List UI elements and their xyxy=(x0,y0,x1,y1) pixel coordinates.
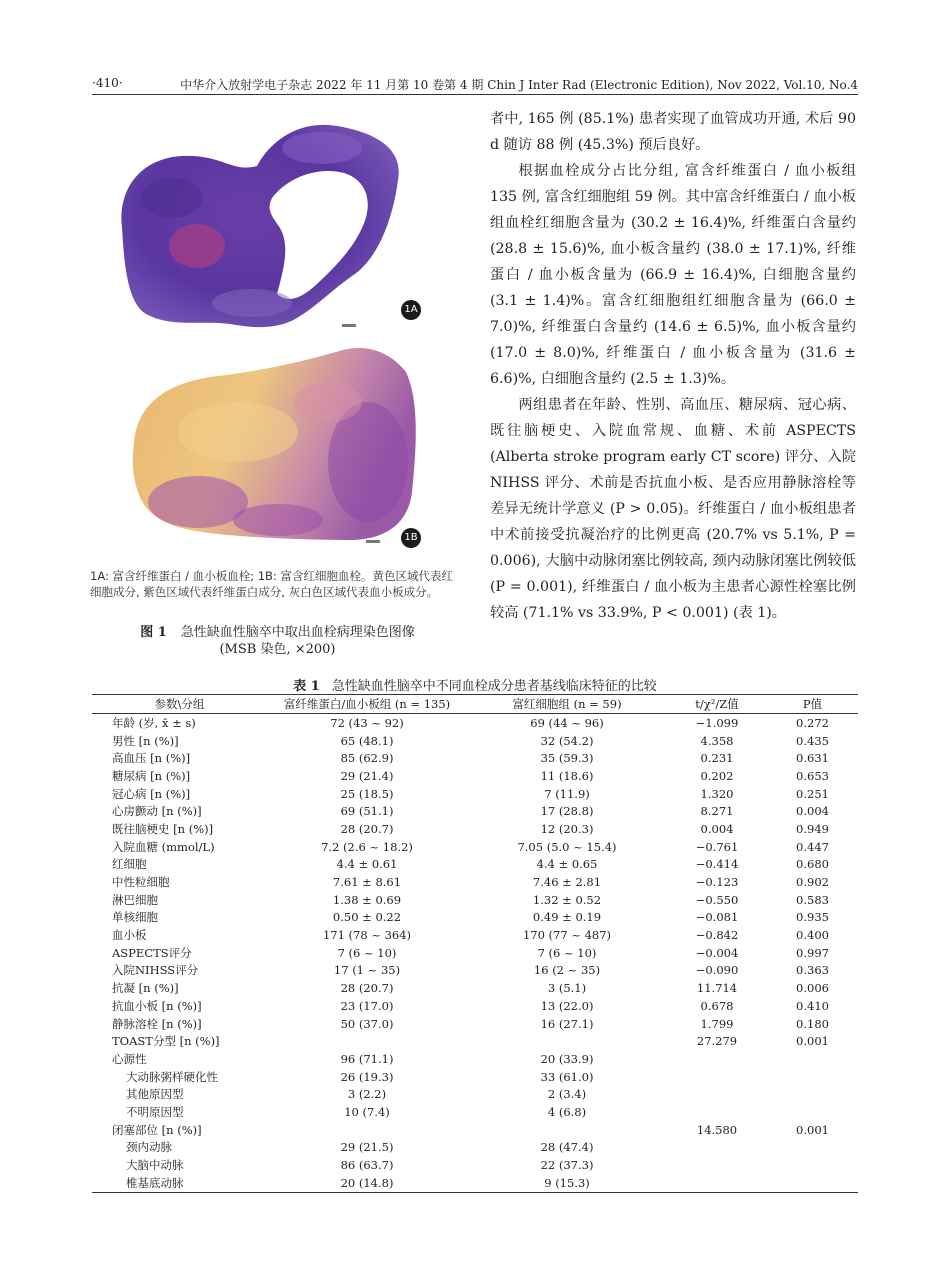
table-row xyxy=(92,1050,858,1068)
param-cell: 椎基底动脉 xyxy=(92,1174,267,1192)
group2-cell: 7 (6 ~ 10) xyxy=(537,945,597,960)
statistic-cell: −0.004 xyxy=(695,945,739,960)
statistic-cell: 0.231 xyxy=(700,751,734,766)
group2-cell: 32 (54.2) xyxy=(540,733,594,748)
statistic-cell: 11.714 xyxy=(696,981,738,996)
p-value-cell: 0.363 xyxy=(796,963,829,978)
group1-cell: 7 (6 ~ 10) xyxy=(337,945,397,960)
param-cell: 中性粒细胞 xyxy=(112,875,170,890)
table-row xyxy=(92,873,858,891)
table-row xyxy=(92,962,858,980)
journal-citation: 中华介入放射学电子杂志 2022 年 11 月第 10 卷第 4 期 Chin J Inter Rad (Electronic Edition), Nov 2022, Vol.10, No.4 xyxy=(180,78,858,92)
running-header xyxy=(92,74,858,95)
group1-cell: 7.61 ± 8.61 xyxy=(332,875,402,890)
p-value-cell: 0.001 xyxy=(796,1122,829,1137)
table-row xyxy=(92,767,858,785)
p-value-cell: 0.680 xyxy=(796,857,829,872)
param-cell: 红细胞 xyxy=(112,857,147,872)
table-row xyxy=(92,1156,858,1174)
p-value-cell xyxy=(767,1085,858,1103)
param-cell: 高血压 [n (%)] xyxy=(112,751,191,766)
figure-panel-1b xyxy=(128,342,420,548)
param-cell: 冠心病 [n (%)] xyxy=(112,786,191,801)
group1-cell: 69 (51.1) xyxy=(340,804,394,819)
p-value-cell: 0.435 xyxy=(796,733,829,748)
group2-cell: 17 (28.8) xyxy=(540,804,594,819)
group2-cell: 20 (33.9) xyxy=(540,1051,594,1066)
table-row xyxy=(92,997,858,1015)
p-value-cell: 0.949 xyxy=(796,821,829,836)
param-cell: 大动脉粥样硬化性 xyxy=(126,1069,218,1084)
p-value-cell: 0.004 xyxy=(796,804,829,819)
body-text xyxy=(490,106,856,626)
table-row xyxy=(92,714,858,732)
group2-cell: 7.05 (5.0 ~ 15.4) xyxy=(517,839,617,854)
statistic-cell: 0.004 xyxy=(700,821,734,836)
p-value-cell: 0.583 xyxy=(796,892,829,907)
param-cell: 大脑中动脉 xyxy=(126,1158,184,1173)
group1-cell: 28 (20.7) xyxy=(340,981,394,996)
param-cell: 颈内动脉 xyxy=(126,1140,172,1155)
param-cell: 单核细胞 xyxy=(112,910,158,925)
statistic-cell: −0.550 xyxy=(695,892,739,907)
group2-cell: 12 (20.3) xyxy=(540,821,594,836)
statistic-cell xyxy=(667,1174,767,1192)
statistic-cell: 8.271 xyxy=(700,804,734,819)
table-row xyxy=(92,926,858,944)
p-value-cell: 0.410 xyxy=(796,998,829,1013)
table-row xyxy=(92,1068,858,1086)
p-value-cell xyxy=(767,1068,858,1086)
table-row xyxy=(92,749,858,767)
statistic-cell: 1.320 xyxy=(700,786,734,801)
table-row xyxy=(92,1103,858,1121)
baseline-table xyxy=(92,694,858,1193)
group2-cell: 16 (27.1) xyxy=(540,1016,594,1031)
param-cell: TOAST分型 [n (%)] xyxy=(112,1034,220,1049)
p-value-cell xyxy=(767,1139,858,1157)
group1-cell: 29 (21.4) xyxy=(340,768,394,783)
param-cell: 糖尿病 [n (%)] xyxy=(112,768,191,783)
table-row xyxy=(92,732,858,750)
group2-cell: 7 (11.9) xyxy=(544,786,590,801)
statistic-cell xyxy=(667,1139,767,1157)
col-header: P值 xyxy=(767,695,858,714)
group1-cell: 72 (43 ~ 92) xyxy=(330,715,404,730)
table-header-row xyxy=(92,695,858,714)
histology-image-1a xyxy=(112,118,412,333)
group1-cell: 96 (71.1) xyxy=(340,1051,394,1066)
param-cell: 年龄 (岁, x̄ ± s) xyxy=(112,715,196,730)
statistic-cell: −0.081 xyxy=(695,910,739,925)
param-cell: 不明原因型 xyxy=(126,1104,184,1119)
col-header: t/χ²/Z值 xyxy=(667,695,767,714)
param-cell: 入院NIHSS评分 xyxy=(112,963,199,978)
group1-cell: 28 (20.7) xyxy=(340,821,394,836)
table-row xyxy=(92,1121,858,1139)
param-cell: 既往脑梗史 [n (%)] xyxy=(112,821,214,836)
group2-cell: 28 (47.4) xyxy=(540,1140,594,1155)
paragraph-2: 根据血栓成分占比分组, 富含纤维蛋白 / 血小板组 135 例, 富含红细胞组 59 例。其中富含纤维蛋白 / 血小板组血栓红细胞含量为 (30.2 ± 16.4)%, 纤维蛋白含量约 (28.8 ± 15.6)%, 血小板含量约 (38.0 ± 17.1)%, 纤维蛋白 / 血小板含量为 (66.9 ± 16.4)%, 白细胞含量约 (3.1 ± 1.4)%。富含红细胞组红细胞含量为 (66.0 ± 7.0)%, 纤维蛋白含量约 (14.6 ± 6.5)%, 血小板含量约 (17.0 ± 8.0)%, 纤维蛋白 / 血小板含量为 (31.6 ± 6.6)%, 白细胞含量约 (2.5 ± 1.3)%。 xyxy=(490,163,856,387)
table-row xyxy=(92,1085,858,1103)
group1-cell: 4.4 ± 0.61 xyxy=(336,857,398,872)
p-value-cell xyxy=(767,1050,858,1068)
group2-cell xyxy=(467,1121,667,1139)
p-value-cell: 0.251 xyxy=(796,786,829,801)
p-value-cell: 0.631 xyxy=(796,751,829,766)
param-cell: 淋巴细胞 xyxy=(112,892,158,907)
figure-title-label: 图 1 xyxy=(140,625,167,640)
histology-image-1b xyxy=(128,342,420,548)
p-value-cell: 0.935 xyxy=(796,910,829,925)
statistic-cell: 27.279 xyxy=(696,1034,738,1049)
p-value-cell xyxy=(767,1156,858,1174)
group1-cell: 20 (14.8) xyxy=(267,1174,467,1192)
table-row xyxy=(92,785,858,803)
group1-cell: 65 (48.1) xyxy=(340,733,394,748)
statistic-cell: 0.678 xyxy=(700,998,734,1013)
group2-cell: 35 (59.3) xyxy=(540,751,594,766)
param-cell: 抗凝 [n (%)] xyxy=(112,981,179,996)
group2-cell: 170 (77 ~ 487) xyxy=(522,928,612,943)
table-body xyxy=(92,714,858,1193)
table-row xyxy=(92,944,858,962)
group1-cell: 17 (1 ~ 35) xyxy=(333,963,401,978)
p-value-cell: 0.447 xyxy=(796,839,829,854)
table-row xyxy=(92,820,858,838)
p-value-cell: 0.272 xyxy=(796,715,829,730)
col-header: 富纤维蛋白/血小板组 (n = 135) xyxy=(267,695,467,714)
statistic-cell: 4.358 xyxy=(700,733,734,748)
figure-title-text: 急性缺血性脑卒中取出血栓病理染色图像 xyxy=(180,625,415,640)
group1-cell: 0.50 ± 0.22 xyxy=(332,910,402,925)
statistic-cell xyxy=(667,1050,767,1068)
scale-bar xyxy=(366,540,380,543)
panel-label-1b: 1B xyxy=(401,528,421,548)
group1-cell xyxy=(267,1121,467,1139)
group2-cell: 0.49 ± 0.19 xyxy=(532,910,602,925)
group2-cell: 11 (18.6) xyxy=(540,768,594,783)
p-value-cell: 0.180 xyxy=(796,1016,829,1031)
table-row xyxy=(92,1015,858,1033)
p-value-cell: 0.997 xyxy=(796,945,829,960)
param-cell: 心房颤动 [n (%)] xyxy=(112,804,202,819)
param-cell: 入院血糖 (mmol/L) xyxy=(112,839,215,854)
param-cell: 静脉溶栓 [n (%)] xyxy=(112,1016,202,1031)
group1-cell: 1.38 ± 0.69 xyxy=(332,892,402,907)
figure-1 xyxy=(90,110,465,665)
table-row xyxy=(92,802,858,820)
group1-cell: 10 (7.4) xyxy=(344,1104,390,1119)
statistic-cell: 1.799 xyxy=(700,1016,734,1031)
group2-cell: 69 (44 ~ 96) xyxy=(530,715,604,730)
group1-cell: 25 (18.5) xyxy=(340,786,394,801)
param-cell: 男性 [n (%)] xyxy=(112,733,179,748)
group2-cell: 3 (5.1) xyxy=(547,981,587,996)
group1-cell xyxy=(267,1032,467,1050)
table-title-text: 急性缺血性脑卒中不同血栓成分患者基线临床特征的比较 xyxy=(331,679,657,694)
statistic-cell: −0.090 xyxy=(695,963,739,978)
statistic-cell: 0.202 xyxy=(700,768,734,783)
figure-title-sub: (MSB 染色, ×200) xyxy=(219,642,336,657)
table-row xyxy=(92,979,858,997)
group1-cell: 50 (37.0) xyxy=(340,1016,394,1031)
statistic-cell xyxy=(667,1156,767,1174)
p-value-cell: 0.001 xyxy=(796,1034,829,1049)
param-cell: ASPECTS评分 xyxy=(112,945,192,960)
statistic-cell: −0.123 xyxy=(695,875,739,890)
statistic-cell xyxy=(667,1085,767,1103)
p-value-cell: 0.006 xyxy=(796,981,829,996)
group1-cell: 26 (19.3) xyxy=(340,1069,394,1084)
group2-cell: 2 (3.4) xyxy=(547,1087,587,1102)
group2-cell: 22 (37.3) xyxy=(540,1158,594,1173)
statistic-cell xyxy=(667,1103,767,1121)
figure-panel-1a xyxy=(112,118,412,333)
col-header: 富红细胞组 (n = 59) xyxy=(467,695,667,714)
param-cell: 闭塞部位 [n (%)] xyxy=(112,1122,202,1137)
p-value-cell xyxy=(767,1103,858,1121)
p-value-cell xyxy=(767,1174,858,1192)
col-header: 参数\分组 xyxy=(92,695,267,714)
group1-cell: 3 (2.2) xyxy=(347,1087,387,1102)
table-row xyxy=(92,838,858,856)
p-value-cell: 0.902 xyxy=(796,875,829,890)
table-row xyxy=(92,909,858,927)
group2-cell: 4 (6.8) xyxy=(547,1104,587,1119)
group1-cell: 29 (21.5) xyxy=(340,1140,394,1155)
group2-cell: 16 (2 ~ 35) xyxy=(533,963,601,978)
p-value-cell: 0.653 xyxy=(796,768,829,783)
param-cell: 心源性 xyxy=(112,1051,147,1066)
group1-cell: 85 (62.9) xyxy=(340,751,394,766)
group2-cell: 7.46 ± 2.81 xyxy=(532,875,602,890)
table-row xyxy=(92,856,858,874)
table-row xyxy=(92,1032,858,1050)
param-cell: 抗血小板 [n (%)] xyxy=(112,998,202,1013)
param-cell: 血小板 xyxy=(112,928,147,943)
group2-cell xyxy=(467,1032,667,1050)
group1-cell: 23 (17.0) xyxy=(340,998,394,1013)
table-title-label: 表 1 xyxy=(293,679,320,694)
group1-cell: 7.2 (2.6 ~ 18.2) xyxy=(321,839,413,854)
statistic-cell: −0.414 xyxy=(695,857,739,872)
param-cell: 其他原因型 xyxy=(126,1087,184,1102)
statistic-cell: −1.099 xyxy=(695,715,739,730)
table-row xyxy=(92,1139,858,1157)
page-number: ·410· xyxy=(92,76,123,90)
group2-cell: 13 (22.0) xyxy=(540,998,594,1013)
group2-cell: 33 (61.0) xyxy=(540,1069,594,1084)
table-row xyxy=(92,891,858,909)
statistic-cell xyxy=(667,1068,767,1086)
paragraph-1: 者中, 165 例 (85.1%) 患者实现了血管成功开通, 术后 90 d 随访 88 例 (45.3%) 预后良好。 xyxy=(490,111,856,153)
p-value-cell: 0.400 xyxy=(796,928,829,943)
figure-title xyxy=(90,624,465,658)
statistic-cell: −0.761 xyxy=(695,839,739,854)
figure-caption: 1A: 富含纤维蛋白 / 血小板血栓; 1B: 富含红细胞血栓。黄色区域代表红细胞成分, 紫色区域代表纤维蛋白成分, 灰白色区域代表血小板成分。 xyxy=(90,569,453,599)
table-title xyxy=(92,675,858,694)
group2-cell: 9 (15.3) xyxy=(467,1174,667,1192)
scale-bar xyxy=(342,324,356,327)
paragraph-3: 两组患者在年龄、性别、高血压、糖尿病、冠心病、既往脑梗史、入院血常规、血糖、术前 ASPECTS (Alberta stroke program early CT score) 评分、入院 NIHSS 评分、术前是否抗血小板、是否应用静脉溶栓等差异无统计学意义 (P > 0.05)。纤维蛋白 / 血小板组患者中术前接受抗凝治疗的比例更高 (20.7% vs 5.1%, P = 0.006), 大脑中动脉闭塞比例较高, 颈内动脉闭塞比例较低 (P = 0.001), 纤维蛋白 / 血小板为主患者心源性栓塞比例较高 (71.1% vs 33.9%, P < 0.001) (表 1)。 xyxy=(490,397,856,621)
group1-cell: 86 (63.7) xyxy=(340,1158,394,1173)
table-row xyxy=(92,1174,858,1192)
group2-cell: 4.4 ± 0.65 xyxy=(536,857,598,872)
group1-cell: 171 (78 ~ 364) xyxy=(322,928,412,943)
panel-label-1a: 1A xyxy=(401,300,421,320)
statistic-cell: −0.842 xyxy=(695,928,739,943)
statistic-cell: 14.580 xyxy=(696,1122,738,1137)
group2-cell: 1.32 ± 0.52 xyxy=(532,892,602,907)
